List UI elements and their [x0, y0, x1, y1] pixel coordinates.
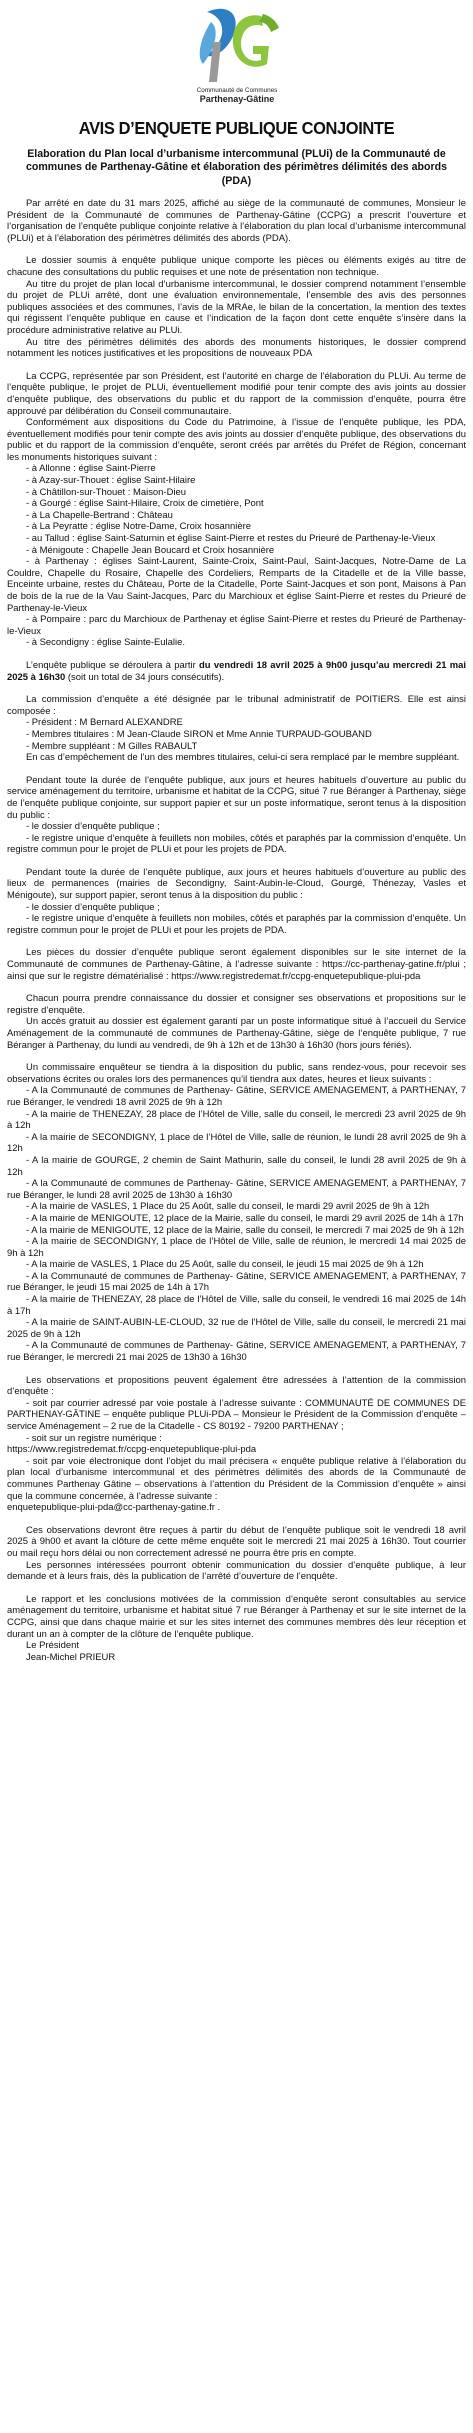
paragraph-dossier: Le dossier soumis à enquête publique unique comporte les pièces ou éléments exigés au titre de chacune des consultations du public requises et une note de présentation non technique. [7, 255, 466, 278]
session-item: - A la mairie de MENIGOUTE, 12 place de la Mairie, salle du conseil, le mercredi 7 mai 2025 de 9h à 12h [26, 1224, 465, 1236]
paragraph-computer-access: Un accès gratuit au dossier est également garanti par un poste informatique situé à l’accueil du Service Aménagement de la communauté de communes de Parthenay-Gâtine, siège de l’enquête publique, 7 rue Béranger à Parthenay, du lundi au vendredi, de 9h à 12h et de 13h30 à 16h30 (hors jours fériés). [7, 1016, 466, 1051]
dates-tail: (soit un total de 34 jours consécutifs). [65, 671, 225, 683]
monument-item: - à La Peyratte : église Notre-Dame, Croix hosannière [26, 521, 252, 533]
signature-title: Le Président [26, 1640, 79, 1652]
paragraph-patrimoine: Conformément aux dispositions du Code du Patrimoine, à l’issue de l’enquête publique, les PDA, éventuellement modifiés pour tenir compte des avis joints au dossier d’enquête publique, des observations du public et du rapport de la commission d’enquête, seront créés par arrêtés du Préfet de Région, concernant les monuments historiques suivant : [7, 417, 466, 463]
closing-deadline: Ces observations devront être reçues à partir du début de l’enquête publique soit le vendredi 18 avril 2025 à 9h00 et avant la clôture de cette même enquête soit le mercredi 21 mai 2025 à 16h30. Tout courrier ou mail reçu hors délai ou non correctement adressé ne pourra être pris en compte. [7, 1524, 466, 1559]
paragraph-arrete: Par arrêté en date du 31 mars 2025, affiché au siège de la communauté de communes, Monsieur le Président de la Communauté de communes de Parthenay-Gâtine (CCPG) a prescrit l’ouverture et l’organisation de l’enquête publique conjointe relative à l’élaboration du plan local d’urbanisme intercommunal (PLUi) et à l’élaboration des périmètres délimités des abords (PDA). [7, 198, 466, 244]
address-intro: Les observations et propositions peuvent également être adressées à l’attention de la commission d’enquête : [7, 1374, 466, 1398]
notice-title: AVIS D’ENQUETE PUBLIQUE CONJOINTE [78, 118, 395, 138]
session-item: - A la mairie de SECONDIGNY, 1 place de l’Hôtel de Ville, salle de réunion, le lundi 28 avril 2025 de 9h à 12h [7, 1131, 466, 1155]
paragraph-observations: Chacun pourra prendre connaissance du dossier et consigner ses observations et propositions sur le registre d’enquête. [7, 993, 466, 1016]
paragraph-online: Les pièces du dossier d’enquête publique seront également disponibles sur le site internet de la Communauté de communes de Parthenay-Gâtine, à l’adresse suivante : https://cc-parthenay-gatine.fr/plui ; ainsi que sur le registre dématérialisé : https://www.registredemat.fr/ccpg-enquetepublique-plui-pda [7, 947, 466, 982]
closing-communication: Les personnes intéressées pourront obtenir communication du dossier d’enquête publique, à leur demande et à leurs frais, dès la publication de l’arrêté d’ouverture de l’enquête. [7, 1559, 466, 1583]
monument-item: - à Gourgé : église Saint-Hilaire, Croix de cimetière, Pont [26, 498, 264, 510]
address-email: - soit par voie électronique dont l’objet du mail précisera « enquête publique relative à l’élaboration du plan local d’urbanisme intercommunal et des périmètres délimités des abords de la Communauté de communes Parthenay Gâtine – observations à l’attention du Président de la Commission d’enquête » ainsi que la commune concernée, à l’adresse suivante : [7, 1455, 466, 1502]
ccpg-logo-icon [193, 6, 281, 86]
commission-impediment: En cas d’empêchement de l’un des membres titulaires, celui-ci sera remplacé par le membre suppléant. [26, 752, 460, 764]
address-email-link[interactable]: enquetepublique-plui-pda@cc-parthenay-gatine.fr . [7, 1502, 221, 1514]
session-item: - A la mairie de MENIGOUTE, 12 place de la Mairie, salle du conseil, le mardi 29 avril 2025 de 14h à 17h [26, 1212, 464, 1224]
paragraph-pda-content: Au titre des périmètres délimités des abords des monuments historiques, le dossier comprend notamment les notices justificatives et les propositions de nouveaux PDA [7, 336, 466, 360]
session-item: - A la mairie de VASLES, 1 Place du 25 Août, salle du conseil, le jeudi 15 mai 2025 de 9h à 12h [26, 1259, 424, 1271]
session-item: - A la mairie de VASLES, 1 Place du 25 Août, salle du conseil, le mardi 29 avril 2025 de 9h à 12h [26, 1201, 430, 1213]
address-register-url[interactable]: https://www.registredemat.fr/ccpg-enquetepublique-plui-pda [7, 1444, 257, 1456]
permanences-intro: Pendant toute la durée de l’enquête publique, aux jours et heures habituels d’ouverture au public des lieux de permanences (mairies de Secondigny, Saint-Aubin-le-Cloud, Gourgé, Thénezay, Vasles et Ménigoute), sur support papier, seront tenus à la disposition du public : [7, 866, 466, 902]
session-item: - A la mairie de SAINT-AUBIN-LE-CLOUD, 32 rue de l’Hôtel de Ville, salle du conseil, le mercredi 21 mai 2025 de 9h à 12h [7, 1317, 466, 1340]
logo-org-line1: Communauté de Communes [196, 87, 278, 94]
paragraph-authority: La CCPG, représentée par son Président, est l’autorité en charge de l’élaboration du PLUi. Au terme de l’enquête publique, le projet de PLUi, éventuellement modifié pour tenir compte des avis joints au dossier d’enquête publique, des observations du public et du rapport de la commission d’enquête, pourra être approuvé par délibération du Conseil communautaire. [7, 370, 466, 417]
monument-item: - à La Chapelle-Bertrand : Château [26, 509, 173, 521]
commission-president: - Président : M Bernard ALEXANDRE [26, 717, 183, 729]
session-item: - A la Communauté de communes de Parthenay- Gâtine, SERVICE AMENAGEMENT, à PARTHENAY, 7 rue Béranger, le mercredi 21 mai 2025 de 13h30 à 16h30 [7, 1340, 466, 1364]
logo-org-line2: Parthenay-Gâtine [199, 94, 275, 104]
paragraph-plui-content: Au titre du projet de plan local d’urbanisme intercommunal, le dossier comprend notamment l’ensemble du projet de PLUi arrêté, dont une évaluation environnementale, l’ensemble des avis des personnes publiques associées et des communes, l’avis de la MRAe, le bilan de la concertation, la mention des textes qui régissent l’enquête publique en cause et l’indication de la façon dont cette enquête s’insère dans la procédure administrative relative au PLUi. [7, 278, 466, 336]
session-item: - A la Communauté de communes de Parthenay- Gâtine, SERVICE AMENAGEMENT, à PARTHENAY, 7 rue Béranger, le jeudi 15 mai 2025 de 14h à 17h [7, 1270, 466, 1294]
permanences-item-registre: - le registre unique d’enquête à feuillets non mobiles, côtés et paraphés par la commission d’enquête. Un registre commun pour le projet de PLUi et pour les projets de PDA. [7, 913, 466, 936]
session-item: - A la mairie de GOURGE, 2 chemin de Saint Mathurin, salle du conseil, le lundi 28 avril 2025 de 9h à 12h [7, 1154, 466, 1178]
session-item: - A la mairie de THENEZAY, 28 place de l’Hôtel de Ville, salle du conseil, le mercredi 23 avril 2025 de 9h à 12h [7, 1108, 466, 1132]
commission-intro: La commission d’enquête a été désignée par le tribunal administratif de POITIERS. Elle est ainsi composée : [7, 694, 466, 717]
seat-item-dossier: - le dossier d’enquête publique ; [26, 821, 160, 833]
monument-item: - à Azay-sur-Thouet : église Saint-Hilaire [26, 475, 196, 487]
paragraph-dates [7, 660, 466, 683]
address-register: - soit sur un registre numérique : [26, 1432, 162, 1444]
closing-report: Le rapport et les conclusions motivées de la commission d’enquête seront consultables au service aménagement du territoire, urbanisme et habitat situé 7 rue Béranger à Parthenay et sur le site internet de la CCPG, ainsi que dans chaque mairie et sur les sites internet des communes membres dès leur réception et durant un an à compter de la clôture de l’enquête publique. [7, 1593, 466, 1640]
session-item: - A la Communauté de communes de Parthenay- Gâtine, SERVICE AMENAGEMENT, à PARTHENAY, 7 rue Béranger, le lundi 28 avril 2025 de 13h30 à 16h30 [7, 1178, 466, 1201]
sessions-intro: Un commissaire enquêteur se tiendra à la disposition du public, sans rendez-vous, pour recevoir ses observations écrites ou orales lors des permanences qu’il tiendra aux dates, heures et lieux suivants : [7, 1062, 466, 1085]
monument-item: - à Secondigny : église Sainte-Eulalie. [26, 637, 185, 649]
signature-name: Jean-Michel PRIEUR [26, 1651, 116, 1663]
seat-intro: Pendant toute la durée de l’enquête publique, aux jours et heures habituels d’ouverture au public du service aménagement du territoire, urbanisme et habitat de la CCPG, situé 7 rue Béranger à Parthenay, siège de l’enquête publique conjointe, sur support papier et sur un poste informatique, seront tenus à la disposition du public : [7, 774, 466, 821]
dates-bold: du vendredi 18 avril 2025 à 9h00 jusqu’au mercredi 21 mai 2025 à 16h30 [7, 659, 466, 683]
session-item: - A la Communauté de communes de Parthenay- Gâtine, SERVICE AMENAGEMENT, à PARTHENAY, 7 rue Béranger, le vendredi 18 avril 2025 de 9h à 12h [7, 1085, 466, 1108]
session-item: - A la mairie de THENEZAY, 28 place de l’Hôtel de Ville, salle du conseil, le vendredi 16 mai 2025 de 14h à 17h [7, 1294, 466, 1317]
notice-subtitle: Elaboration du Plan local d’urbanisme intercommunal (PLUi) de la Communauté de communes de Parthenay-Gâtine et élaboration des périmètres délimités des abords (PDA) [26, 148, 447, 187]
commission-members: - Membres titulaires : M Jean-Claude SIRON et Mme Annie TURPAUD-GOUBAND [26, 728, 372, 740]
permanences-item-dossier: - le dossier d’enquête publique ; [26, 901, 160, 913]
session-item: - A la mairie de SECONDIGNY, 1 place de l’Hôtel de Ville, salle de réunion, le mercredi 14 mai 2025 de 9h à 12h [7, 1236, 466, 1259]
monument-item: - à Allonne : église Saint-Pierre [26, 463, 156, 475]
monument-item: - à Pompaire : parc du Marchioux de Parthenay et église Saint-Pierre et restes du Prieuré de Parthenay-le-Vieux [7, 614, 466, 637]
notice-body [7, 198, 466, 1663]
monument-item: - à Parthenay : églises Saint-Laurent, Sainte-Croix, Saint-Paul, Saint-Jacques, Notre-Dame de La Couldre, Chapelle du Rosaire, Chapelle des Cordeliers, Remparts de la Citadelle et de la Ville basse, Enceinte urbaine, restes du Château, Porte de la Citadelle, Porte Saint-Jacques et son pont, Maisons à Pan de bois de la rue de la Vau Saint-Jacques, Parc du Marchioux et église Saint-Pierre et restes du Prieuré de Parthenay-le-Vieux [7, 556, 466, 614]
monument-item: - au Tallud : église Saint-Saturnin et église Saint-Pierre et restes du Prieuré de Parthenay-le-Vieux [26, 533, 436, 545]
dates-intro: L’enquête publique se déroulera à partir [26, 659, 200, 671]
monument-item: - à Châtillon-sur-Thouet : Maison-Dieu [26, 486, 186, 498]
seat-item-registre: - le registre unique d’enquête à feuillets non mobiles, côtés et paraphés par la commission d’enquête. Un registre commun pour le projet de PLUi et pour les projets de PDA. [7, 832, 466, 856]
ccpg-logo [176, 6, 298, 106]
commission-substitute: - Membre suppléant : M Gilles RABAULT [26, 740, 198, 752]
monument-item: - à Ménigoute : Chapelle Jean Boucard et Croix hosannière [26, 544, 275, 556]
address-post: - soit par courrier adressé par voie postale à l’adresse suivante : COMMUNAUTÉ DE COMMUNES DE PARTHENAY-GÂTINE – enquête publique PLUi-PDA – Monsieur le Président de la Commission d’enquête – service Aménagement – 2 rue de la Citadelle - CS 80192 - 79200 PARTHENAY ; [7, 1397, 466, 1432]
